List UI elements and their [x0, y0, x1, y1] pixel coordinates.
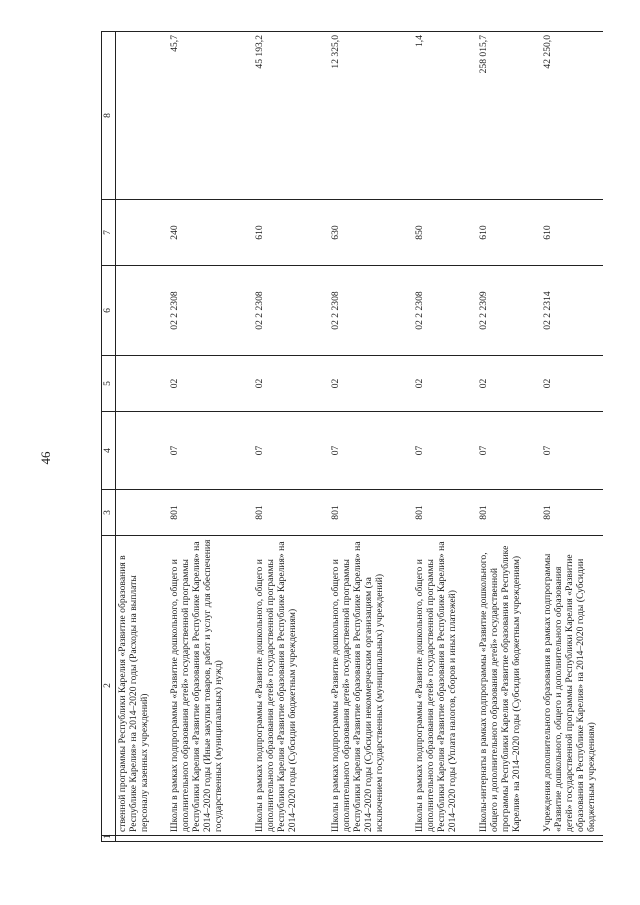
header-col-7: 7: [102, 200, 116, 266]
expense-type-code: 610: [253, 200, 329, 266]
amount: [116, 32, 168, 200]
section-code: 07: [541, 412, 603, 490]
admin-code: [116, 490, 168, 536]
expense-name: Школы в рамках подпрограммы «Развитие дошкольного, общего и дополнительного образования детей» государственной программы Республики Карелия «Развитие образования в Республике Карелия» на 2014–2020 годы (Иные закупки товаров, работ и услуг для обеспечения государственных (муниципальных) нужд): [168, 536, 253, 836]
amount: 45 193,2: [253, 32, 329, 200]
page-number: 46: [38, 451, 53, 465]
target-code: 02 2 2314: [541, 266, 603, 356]
expense-type-code: [116, 200, 168, 266]
target-code: 02 2 2309: [477, 266, 541, 356]
admin-code: 801: [253, 490, 329, 536]
table-row: [116, 32, 168, 842]
expense-type-code: 630: [329, 200, 413, 266]
amount: 258 015,7: [477, 32, 541, 200]
expense-type-code: 850: [413, 200, 477, 266]
target-code: 02 2 2308: [329, 266, 413, 356]
amount: 12 325,0: [329, 32, 413, 200]
table-header: [102, 32, 116, 842]
expense-name: ственной программы Республики Карелия «Развитие образования в Республике Карелия» на 2014–2020 годы (Расходы на выплаты персоналу казенных учреждений): [116, 536, 168, 836]
subsection-code: 02: [413, 356, 477, 412]
section-code: [116, 412, 168, 490]
amount: 1,4: [413, 32, 477, 200]
section-code: 07: [253, 412, 329, 490]
header-col-6: 6: [102, 266, 116, 356]
rotated-table-container: [101, 32, 597, 842]
expense-name: Школы в рамках подпрограммы «Развитие дошкольного, общего и дополнительного образования детей» государственной программы Республики Карелия «Развитие образования в Республике Карелия» на 2014–2020 годы (Уплата налогов, сборов и иных платежей): [413, 536, 477, 836]
amount: 42 250,0: [541, 32, 603, 200]
table-row: [541, 32, 603, 842]
target-code: 02 2 2308: [413, 266, 477, 356]
row-number-cell: [329, 836, 413, 842]
subsection-code: 02: [329, 356, 413, 412]
expense-name: Школы в рамках подпрограммы «Развитие дошкольного, общего и дополнительного образования детей» государственной программы Республики Карелия «Развитие образования в Республике Карелия» на 2014–2020 годы (Субсидии некоммерческим организациям (за исключением государственных (муниципальных) учреждений): [329, 536, 413, 836]
section-code: 07: [329, 412, 413, 490]
section-code: 07: [477, 412, 541, 490]
expense-name: Школы-интернаты в рамках подпрограммы «Развитие дошкольного, общего и дополнительного образования детей» государственной программы Республики Карелия «Развитие образования в Республике Карелия» на 2014–2020 годы (Субсидии бюджетным учреждениям): [477, 536, 541, 836]
row-number-cell: [116, 836, 168, 842]
budget-table: [101, 31, 603, 842]
admin-code: 801: [329, 490, 413, 536]
header-col-5: 5: [102, 356, 116, 412]
row-number-cell: [413, 836, 477, 842]
header-row: [102, 32, 116, 842]
target-code: [116, 266, 168, 356]
expense-name: Учреждения дополнительного образования в рамках подпрограммы «Развитие дошкольного, общего и дополнительного образования детей» государственной программы Республики Карелия «Развитие образования в Республике Карелия» на 2014–2020 годы (Субсидии бюджетным учреждениям): [541, 536, 603, 836]
table-row: [253, 32, 329, 842]
header-col-2: 2: [102, 536, 116, 836]
table-body: [116, 32, 603, 842]
row-number-cell: [168, 836, 253, 842]
target-code: 02 2 2308: [253, 266, 329, 356]
subsection-code: 02: [168, 356, 253, 412]
table-row: [329, 32, 413, 842]
table-row: [413, 32, 477, 842]
expense-type-code: 240: [168, 200, 253, 266]
expense-name: Школы в рамках подпрограммы «Развитие дошкольного, общего и дополнительного образования детей» государственной программы Республики Карелия «Развитие образования в Республике Карелия» на 2014–2020 годы (Субсидии бюджетным учреждениям): [253, 536, 329, 836]
subsection-code: [116, 356, 168, 412]
expense-type-code: 610: [541, 200, 603, 266]
table-row: [477, 32, 541, 842]
admin-code: 801: [541, 490, 603, 536]
amount: 45,7: [168, 32, 253, 200]
header-col-8: 8: [102, 32, 116, 200]
header-col-1: 1: [102, 836, 116, 842]
table-row: [168, 32, 253, 842]
row-number-cell: [477, 836, 541, 842]
subsection-code: 02: [477, 356, 541, 412]
section-code: 07: [413, 412, 477, 490]
expense-type-code: 610: [477, 200, 541, 266]
admin-code: 801: [413, 490, 477, 536]
section-code: 07: [168, 412, 253, 490]
target-code: 02 2 2308: [168, 266, 253, 356]
admin-code: 801: [477, 490, 541, 536]
row-number-cell: [253, 836, 329, 842]
admin-code: 801: [168, 490, 253, 536]
header-col-4: 4: [102, 412, 116, 490]
subsection-code: 02: [541, 356, 603, 412]
header-col-3: 3: [102, 490, 116, 536]
row-number-cell: [541, 836, 603, 842]
subsection-code: 02: [253, 356, 329, 412]
